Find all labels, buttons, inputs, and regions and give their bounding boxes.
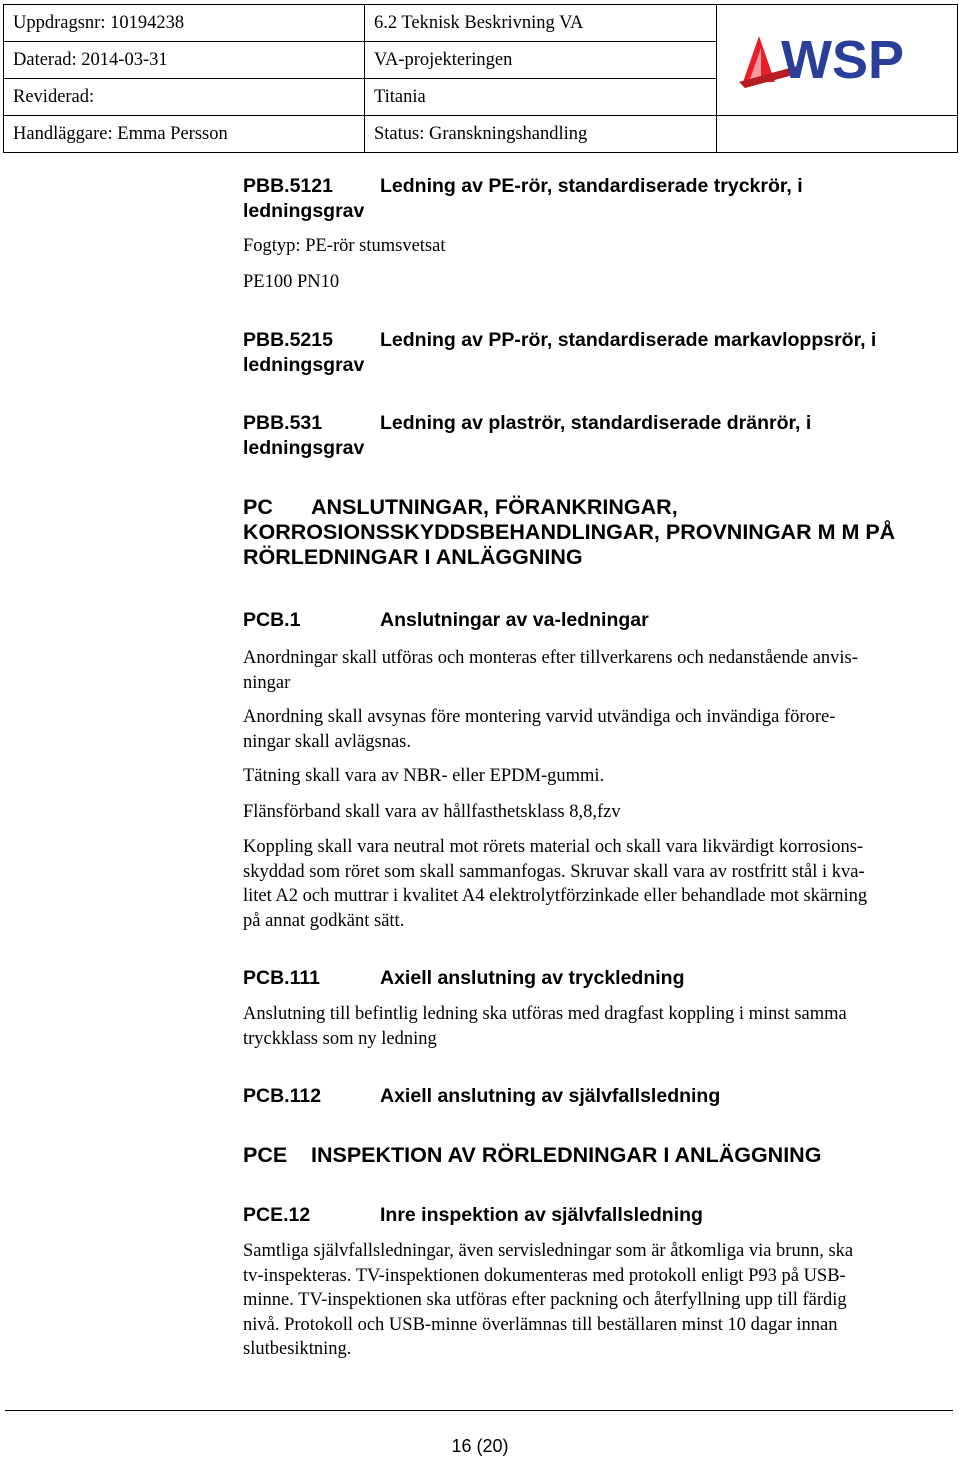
document-title: 6.2 Teknisk Beskrivning VA <box>365 5 717 42</box>
project-name: VA-projekteringen <box>365 42 717 79</box>
wsp-logo-graphic <box>737 22 937 92</box>
date-revised: Reviderad: <box>4 79 365 116</box>
section-heading-pbb531: PBB.531 Ledning av plaströr, standardiserade dränrör, i ledningsgrav <box>243 412 812 459</box>
section-heading-pce12: PCE.12 Inre inspektion av självfallsledning <box>243 1204 703 1226</box>
paragraph: PE100 PN10 <box>243 272 340 292</box>
assignment-number: Uppdragsnr: 10194238 <box>4 5 365 42</box>
page-number: 16 (20) <box>451 1436 509 1456</box>
paragraph: Tätning skall vara av NBR- eller EPDM-gummi. <box>243 766 605 786</box>
wsp-logo <box>717 5 958 116</box>
footer-divider <box>5 1410 953 1411</box>
paragraph: Fogtyp: PE-rör stumsvetsat <box>243 236 446 256</box>
section-heading-pbb5215: PBB.5215 Ledning av PP-rör, standardiserade markavloppsrör, i ledningsgrav <box>243 329 877 376</box>
document-status: Status: Granskningshandling <box>365 116 717 153</box>
paragraph: Anordningar skall utföras och monteras efter tillverkarens och nedanstående anvis- ningar <box>243 648 858 693</box>
paragraph: Samtliga självfallsledningar, även servisledningar som är åtkomliga via brunn, ska tv-inspekteras. TV-inspektionen dokumenteras med protokoll enligt P93 på USB- minne. TV-inspektionen ska utföras efter packning och återfyllning upp till färdig nivå. Protokoll och USB-minne överlämnas till beställaren minst 10 dagar innan slutbesiktning. <box>243 1241 854 1359</box>
location-name: Titania <box>365 79 717 116</box>
section-heading-pcb112: PCB.112 Axiell anslutning av självfallsledning <box>243 1085 721 1107</box>
section-heading-pcb111: PCB.111 Axiell anslutning av tryckledning <box>243 967 685 989</box>
paragraph: Koppling skall vara neutral mot rörets material och skall vara likvärdigt korrosions- skyddad som röret som skall sammanfogas. Skruvar skall vara av rostfritt stål i kva- litet A2 och muttrar i kvalitet A4 elektrolytförzinkade eller behandlade mot skärning på annat godkänt sätt. <box>243 837 868 931</box>
section-heading-pce: PCE INSPEKTION AV RÖRLEDNINGAR I ANLÄGGNING <box>243 1143 822 1167</box>
paragraph: Anordning skall avsynas före montering varvid utvändiga och invändiga förore- ningar skall avlägsnas. <box>243 707 836 752</box>
handler-name: Handläggare: Emma Persson <box>4 116 365 153</box>
date-dated: Daterad: 2014-03-31 <box>4 42 365 79</box>
paragraph: Anslutning till befintlig ledning ska utföras med dragfast koppling i minst samma tryckklass som ny ledning <box>243 1004 847 1049</box>
section-heading-pc: PC ANSLUTNINGAR, FÖRANKRINGAR, KORROSIONSSKYDDSBEHANDLINGAR, PROVNINGAR M M PÅ RÖRLEDNINGAR I ANLÄGGNING <box>243 495 896 569</box>
paragraph: Flänsförband skall vara av hållfasthetsklass 8,8,fzv <box>243 802 621 822</box>
header-empty-cell <box>717 116 958 153</box>
logo-text: WSP <box>781 30 905 90</box>
section-heading-pbb5121: PBB.5121 Ledning av PE-rör, standardiserade tryckrör, i ledningsgrav <box>243 175 803 222</box>
section-heading-pcb1: PCB.1 Anslutningar av va-ledningar <box>243 609 649 631</box>
document-header <box>3 4 958 153</box>
